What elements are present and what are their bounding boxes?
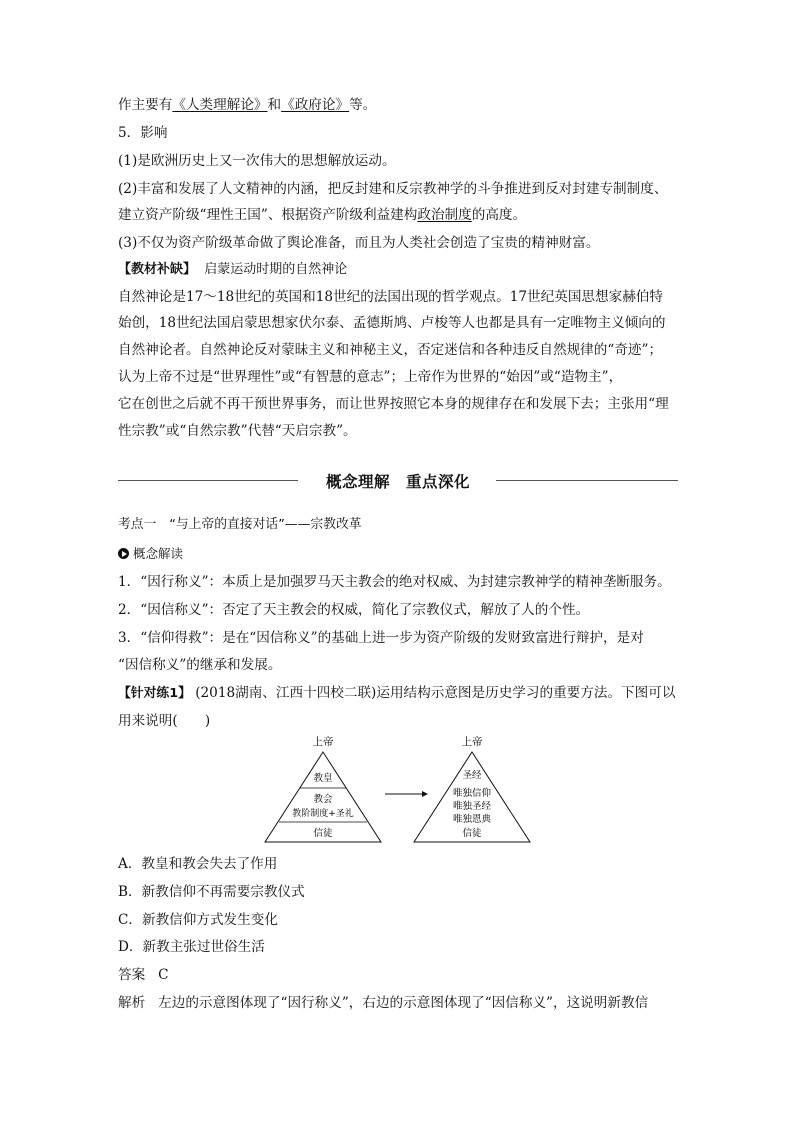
option-a: A．教皇和教会失去了作用 bbox=[118, 856, 278, 872]
exercise-tag: 【针对练1】 bbox=[118, 686, 191, 701]
right-top-label: 上帝 bbox=[461, 736, 483, 748]
supplement-line: 始创，18世纪法国启蒙思想家伏尔泰、孟德斯鸠、卢梭等人也都是具有一定唯物主义倾向的 bbox=[118, 315, 666, 331]
left-layer-pope: 教皇 bbox=[313, 773, 333, 784]
influence-point-3: (3)不仅为资产阶级革命做了舆论准备，而且为人类社会创造了宝贵的精神财富。 bbox=[118, 235, 600, 251]
right-layer-grace: 唯独恩典 bbox=[452, 814, 492, 825]
option-b: B．新教信仰不再需要宗教仪式 bbox=[118, 884, 305, 900]
exercise-line-2: 用来说明( ) bbox=[118, 713, 211, 729]
concept-point-2: 2．“因信称义”：否定了天主教会的权威，简化了宗教仪式，解放了人的个性。 bbox=[118, 602, 590, 618]
answer-row bbox=[118, 965, 169, 985]
concept-point-1: 1．“因行称义”：本质上是加强罗马天主教会的绝对权威、为封建宗教神学的精神垄断服务。 bbox=[118, 574, 671, 590]
works-line bbox=[118, 95, 376, 115]
analysis-text: 左边的示意图体现了“因行称义”，右边的示意图体现了“因信称义”，这说明新教信 bbox=[158, 995, 649, 1011]
right-pyramid bbox=[414, 735, 530, 842]
works-and: 和 bbox=[267, 97, 282, 113]
analysis-row bbox=[118, 993, 648, 1013]
concept-label: 概念解读 bbox=[133, 546, 184, 561]
right-layer-believers: 信徒 bbox=[462, 828, 482, 839]
left-layer-church: 教会 bbox=[313, 794, 333, 805]
works-suffix: 等。 bbox=[349, 97, 377, 113]
influence-2b-text: 建立资产阶级“理性王国”、根据资产阶级利益建构 bbox=[118, 207, 418, 223]
left-top-label: 上帝 bbox=[312, 736, 334, 748]
supplement-title: 启蒙运动时期的自然神论 bbox=[204, 262, 348, 277]
answer-label: 答案 bbox=[118, 967, 146, 983]
left-pyramid bbox=[265, 735, 381, 842]
option-d: D．新教主张过世俗生活 bbox=[118, 939, 265, 955]
concept-point-3-cont: “因信称义”的继承和发展。 bbox=[118, 657, 282, 673]
influence-point-1: (1)是欧洲历史上又一次伟大的思想解放运动。 bbox=[118, 153, 396, 169]
concept-label-row bbox=[118, 544, 183, 564]
arrow-icon bbox=[385, 791, 428, 797]
answer-value: C bbox=[158, 967, 169, 983]
supplement-line: 自然神论者。自然神论反对蒙昧主义和神秘主义，否定迷信和各种违反自然规律的“奇迹”； bbox=[118, 342, 663, 358]
book-title-1: 《人类理解论》 bbox=[172, 97, 268, 113]
right-layer-faith: 唯独信仰 bbox=[452, 788, 492, 799]
exercise-line-1 bbox=[118, 683, 675, 704]
structure-diagram bbox=[245, 732, 545, 852]
supplement-heading bbox=[118, 260, 347, 280]
right-layer-scripture: 唯独圣经 bbox=[452, 801, 492, 812]
right-layer-bible: 圣经 bbox=[462, 770, 482, 781]
topic-title: 考点一 “与上帝的直接对话”——宗教改革 bbox=[118, 517, 362, 532]
play-icon bbox=[118, 548, 129, 559]
works-prefix: 作主要有 bbox=[118, 97, 173, 113]
left-layer-hierarchy: 教阶制度+圣礼 bbox=[292, 809, 354, 819]
section-header bbox=[118, 470, 678, 492]
influence-heading: 5．影响 bbox=[118, 125, 168, 141]
left-layer-believers: 信徒 bbox=[313, 828, 333, 839]
analysis-label: 解析 bbox=[118, 995, 146, 1011]
supplement-line: 性宗教”或“自然宗教”代替“天启宗教”。 bbox=[118, 423, 357, 439]
influence-2b-underlined: 政治制度 bbox=[417, 207, 472, 223]
exercise-question: (2018湖南、江西十四校二联)运用结构示意图是历史学习的重要方法。下图可以 bbox=[195, 685, 676, 701]
influence-point-2a: (2)丰富和发展了人文精神的内涵，把反封建和反宗教神学的斗争推进到反对封建专制制度、 bbox=[118, 181, 668, 197]
concept-point-3: 3．“信仰得救”：是在“因信称义”的基础上进一步为资产阶级的发财致富进行辩护，是对 bbox=[118, 630, 644, 646]
section-title: 概念理解 重点深化 bbox=[325, 473, 470, 491]
option-c: C．新教信仰方式发生变化 bbox=[118, 912, 278, 928]
supplement-line: 自然神论是17～18世纪的英国和18世纪的法国出现的哲学观点。17世纪英国思想家赫伯特 bbox=[118, 289, 663, 305]
book-title-2: 《政府论》 bbox=[281, 97, 350, 113]
supplement-tag: 【教材补缺】 bbox=[118, 262, 197, 277]
influence-point-2b bbox=[118, 205, 526, 225]
influence-2b-end: 的高度。 bbox=[471, 207, 527, 223]
section-rule-right bbox=[496, 480, 678, 481]
supplement-line: 它在创世之后就不再干预世界事务，而让世界按照它本身的规律存在和发展下去；主张用“理 bbox=[118, 396, 669, 412]
supplement-line: 认为上帝不过是“世界理性”或“有智慧的意志”；上帝作为世界的“始因”或“造物主”， bbox=[118, 369, 623, 385]
